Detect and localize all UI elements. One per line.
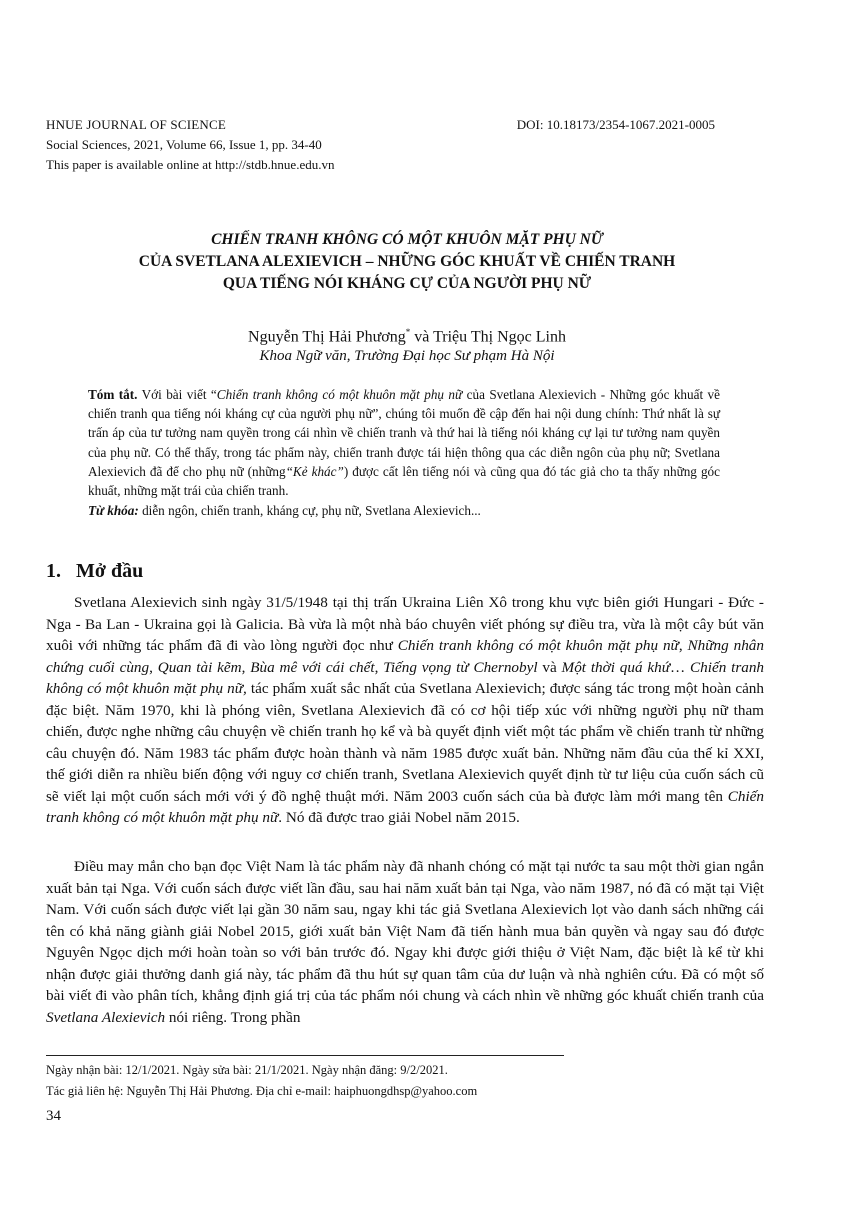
abstract-label: Tóm tắt. [88,387,138,402]
punct: … [670,658,691,676]
work-title: Tiếng vọng từ Chernobyl [383,658,538,676]
punct: , [241,658,251,676]
page-number: 34 [46,1108,61,1124]
abstract [88,385,720,520]
paragraph-text: Svetlana Alexievich sinh ngày 31/5/1948 tại thị trấn Ukraina Liên Xô trong khu vực biên giới Hungari - Đức - Nga - Ba Lan - Ukraina gọi là Galicia. Bà vừa là một nhà báo chuyên viết phóng sự điều tra, vừa là một cây bút văn xuôi với những tác phẩm đã đi vào lòng người đọc như [46,594,764,654]
punct: , [678,637,688,654]
keywords [88,501,720,520]
author-1: Nguyễn Thị Hải Phương [248,328,406,346]
footnote-contact: Tác giả liên hệ: Nguyễn Thị Hải Phương. Địa chỉ e-mail: haiphuongdhsp@yahoo.com [46,1084,478,1098]
work-title: Chiến tranh không có một khuôn mặt phụ nữ [46,787,764,826]
author-connector: và [410,328,434,346]
title-line-2: CỦA SVETLANA ALEXIEVICH – NHỮNG GÓC KHUẤT VỀ CHIẾN TRANH [138,253,676,270]
work-title: Chiến tranh không có một khuôn mặt phụ nữ, [46,658,765,697]
footnote-dates: Ngày nhận bài: 12/1/2021. Ngày sửa bài: 21/1/2021. Ngày nhận đăng: 9/2/2021. [46,1063,448,1077]
availability-note: This paper is available online at http://stdb.hnue.edu.vn [46,157,335,172]
work-title: Quan tài kẽm [157,658,242,676]
work-title: Những nhân chứng cuối cùng [46,637,764,676]
abstract-text: Với bài viết “ [137,387,217,402]
section-number: 1. [46,560,61,582]
work-title: Chiến tranh không có một khuôn mặt phụ nữ [397,637,679,654]
paragraph-text: tác phẩm xuất sắc nhất của Svetlana Alexievich; được sáng tác trong một hoàn cảnh đặc biệt. Năm 1970, khi là phóng viên, Svetlana Alexievich đã có cơ hội tiếp xúc với những người phụ nữ tham chiến, được nghe những câu chuyện về chiến tranh họ kể và bà quyết định viết một tác phẩm về chiến tranh từ những câu chuyện đó. Năm 1983 tác phẩm được hoàn thành và năm 1985 được xuất bản. Những năm đầu của thế kỉ XXI, thế giới diễn ra nhiều biến động với nguy cơ chiến tranh, Svetlana Alexievich quyết định từ tư liệu của cuốn sách cũ sẽ viết lại một cuốn sách mới với ý đồ nghệ thuật mới. Năm 2003 cuốn sách của bà được làm mới mang tên [46,680,764,805]
abstract-text: ) được cất lên tiếng nói và cũng qua đó tác giả cho ta thấy những góc khuất, những mặt trái của chiến tranh. [88,463,721,499]
author-name-italic: Svetlana Alexievich [46,1008,166,1026]
punct: , [374,658,384,676]
paragraph-text: Điều may mắn cho bạn đọc Việt Nam là tác phẩm này đã nhanh chóng có mặt tại nước ta sau một thời gian ngắn xuất bản tại Nga. Với cuốn sách được viết lần đầu, sau hai năm xuất bản tại Nga, vào năm 1987, nó đã có mặt tại Việt Nam. Với cuốn sách được viết lại gần 30 năm sau, ngay khi tác giả Svetlana Alexievich lọt vào danh sách những cái tên có khả năng giành giải Nobel 2015, giới xuất bản Việt Nam đã tiến hành mua bản quyền và ngay sau đó được Nguyên Ngọc dịch mới hoàn toàn so với bản trước đó. Ngay khi được giới thiệu ở Việt Nam, đặc biệt là kể từ khi nhận được giải thưởng danh giá này, tác phẩm đã thu hút sự quan tâm của dư luận và nhà nghiên cứu. Đã có một số bài viết đi vào phân tích, khẳng định giá trị của tác phẩm nói chung và cách nhìn về những góc khuất chiến tranh của [46,858,764,1004]
paragraph-text: nói riêng. Trong phần [165,1008,301,1026]
punct: và [537,658,562,676]
punct: , [149,658,158,676]
journal-name: HNUE JOURNAL OF SCIENCE [46,117,226,132]
keywords-label: Từ khóa: [88,503,139,519]
keywords-list: diễn ngôn, chiến tranh, kháng cự, phụ nữ, Svetlana Alexievich... [138,503,481,519]
affiliation: Khoa Ngữ văn, Trường Đại học Sư phạm Hà Nội [259,348,555,364]
section-title: Mở đầu [76,560,144,582]
corresponding-mark: * [405,327,411,337]
authors [46,321,768,348]
doi: DOI: 10.18173/2354-1067.2021-0005 [516,117,715,132]
abstract-quote: “Kẻ khác” [285,463,344,479]
body-paragraph-1 [46,592,764,829]
title-line-1: CHIẾN TRANH KHÔNG CÓ MỘT KHUÔN MẶT PHỤ NỮ [211,231,603,248]
issue-info: Social Sciences, 2021, Volume 66, Issue 1, pp. 34-40 [46,137,322,152]
work-title: Bùa mê với cái chết [250,658,375,676]
body-paragraph-2 [46,856,764,1028]
paragraph-text: . Nó đã được trao giải Nobel năm 2015. [278,809,520,826]
abstract-text: của Svetlana Alexievich - Những góc khuất về chiến tranh qua tiếng nói kháng cự của người phụ nữ”, chúng tôi muốn đề cập đến hai nội dung chính: Thứ nhất là sự trấn áp của tư tưởng nam quyền trong cái nhìn về chiến tranh và thứ hai là tiếng nói kháng cự lại tư tưởng nam quyền của phụ nữ. Có thể thấy, trong tác phẩm này, chiến tranh được tái hiện thông qua các diễn ngôn của phụ nữ; Svetlana Alexievich đã để cho phụ nữ (những [88,387,720,479]
author-2: Triệu Thị Ngọc Linh [433,328,566,346]
title-line-3: QUA TIẾNG NÓI KHÁNG CỰ CỦA NGƯỜI PHỤ NỮ [222,275,592,292]
footnote-rule [46,1055,564,1056]
work-title: Một thời quá khứ [561,658,670,676]
abstract-work-title: Chiến tranh không có một khuôn mặt phụ nữ [216,387,463,402]
section-heading [46,558,143,584]
